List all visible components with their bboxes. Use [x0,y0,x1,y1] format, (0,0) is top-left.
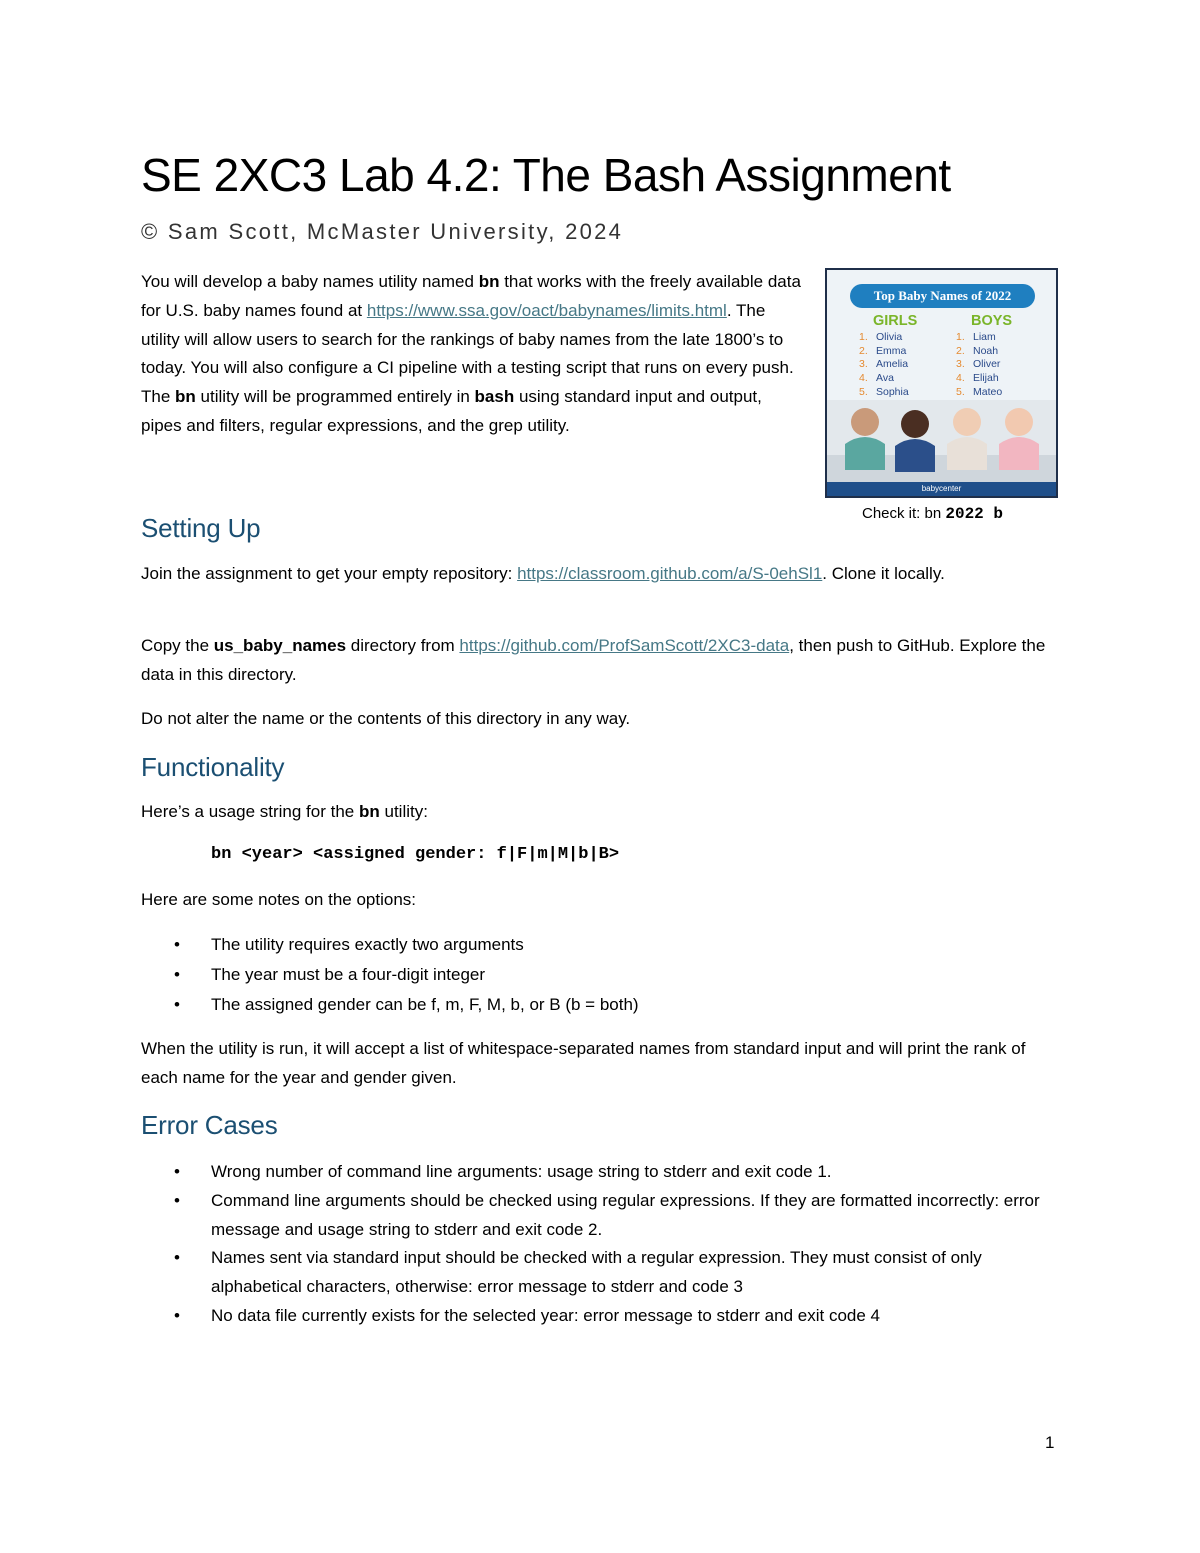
list-item: 5. Mateo [956,385,1003,398]
setup-text: Join the assignment to get your empty repository: [141,564,518,583]
list-item: 2. Noah [956,344,999,357]
setup-copy-mid: directory from [346,636,460,655]
functionality-heading: Functionality [141,752,285,782]
bn-keyword: bn [478,272,500,291]
caption-text: Check it: bn [862,505,946,522]
babies-photo [827,400,1056,482]
data-repo-link[interactable]: https://github.com/ProfSamScott/2XC3-data [459,636,790,655]
functionality-closing: When the utility is run, it will accept a list of whitespace-separated names from standard input and will print the rank of each name for the year and gender given. [141,1039,1026,1087]
list-item: 4. Elijah [956,372,999,385]
bullet-icon: • [174,964,180,984]
bn-keyword-2: bn [175,387,196,407]
bullet-icon: • [174,935,180,954]
notes-intro: Here are some notes on the options: [141,890,416,909]
bn-keyword-3: bn [358,802,380,821]
bash-keyword: bash [474,387,515,407]
baby-names-figure [825,268,1058,498]
setting-up-heading: Setting Up [141,513,261,543]
list-item: • Wrong number of command line arguments: usage string to stderr and exit code 1. [141,1158,1056,1187]
boys-list [956,331,1002,400]
setup-paragraph-1 [141,560,1056,589]
list-item: • The utility requires exactly two arguments [141,931,1056,960]
usage-intro-text: Here’s a usage string for the [141,802,359,821]
error-cases-list [141,1158,1056,1331]
list-item: 3. Amelia [859,358,909,371]
list-item: • Names sent via standard input should be checked with a regular expression. They must consist of only alphabetical characters, otherwise: error message to stderr and code 3 [141,1244,1056,1302]
list-item: 5. Sophia [859,385,909,398]
girls-heading: GIRLS [873,313,918,329]
intro-text-5: using standard input and output, pipes and filters, regular expressions, and the grep utility. [141,387,762,435]
author-line: © Sam Scott, McMaster University, 2024 [141,219,624,244]
list-item: 1. Olivia [859,331,903,343]
list-item: • The assigned gender can be f, m, F, M, b, or B (b = both) [141,991,1056,1020]
setup-copy-text: Copy the [141,636,214,655]
usage-intro [141,798,428,827]
directory-name: us_baby_names [213,636,347,655]
setup-paragraph-3: Do not alter the name or the contents of this directory in any way. [141,709,631,728]
setup-copy-end: , then push to GitHub. Explore the data in this directory. [141,636,1046,684]
girls-list [859,331,909,400]
bullet-icon: • [174,1190,180,1210]
list-item: 3. Oliver [956,358,1001,371]
list-item: • The year must be a four-digit integer [141,961,1056,990]
list-item: 4. Ava [859,372,894,385]
classroom-link[interactable]: https://classroom.github.com/a/S-0ehSl1 [517,564,823,583]
options-list [141,931,1056,1019]
usage-string: bn <year> <assigned gender: f|F|m|M|b|B> [211,845,620,864]
intro-text-2: that works with the freely available data for U.S. baby names found at [141,272,801,320]
figure-caption [862,505,1003,523]
figure-footer: babycenter [827,482,1056,496]
boys-heading: BOYS [971,313,1013,329]
setup-paragraph-2 [141,632,1056,690]
list-item: • No data file currently exists for the selected year: error message to stderr and exit code 4 [141,1302,1056,1331]
intro-text-1: You will develop a baby names utility named [141,272,479,291]
list-item: 1. Liam [956,331,996,343]
bullet-icon: • [174,1248,180,1268]
intro-paragraph [141,268,801,441]
bullet-icon: • [174,1162,180,1181]
intro-text-4: utility will be programmed entirely in [195,387,475,407]
list-item: • Command line arguments should be checked using regular expressions. If they are formatted incorrectly: error message and usage string to stderr and exit code 2. [141,1187,1056,1245]
bullet-icon: • [174,994,180,1014]
intro-text-3: . The utility will allow users to search for the rankings of baby names from the late 1800’s to today. You will also configure a CI pipeline with a testing script that runs on every push. The [141,300,794,407]
figure-banner: Top Baby Names of 2022 [850,284,1035,308]
caption-command: 2022 b [945,505,1003,523]
page-title: SE 2XC3 Lab 4.2: The Bash Assignment [141,149,951,201]
page-number: 1 [1045,1433,1055,1452]
usage-intro-end: utility: [379,802,428,821]
error-cases-heading: Error Cases [141,1110,278,1140]
ssa-link[interactable]: https://www.ssa.gov/oact/babynames/limits.html [366,300,727,320]
setup-text-end: . Clone it locally. [822,564,945,583]
bullet-icon: • [174,1305,180,1325]
list-item: 2. Emma [859,344,907,357]
